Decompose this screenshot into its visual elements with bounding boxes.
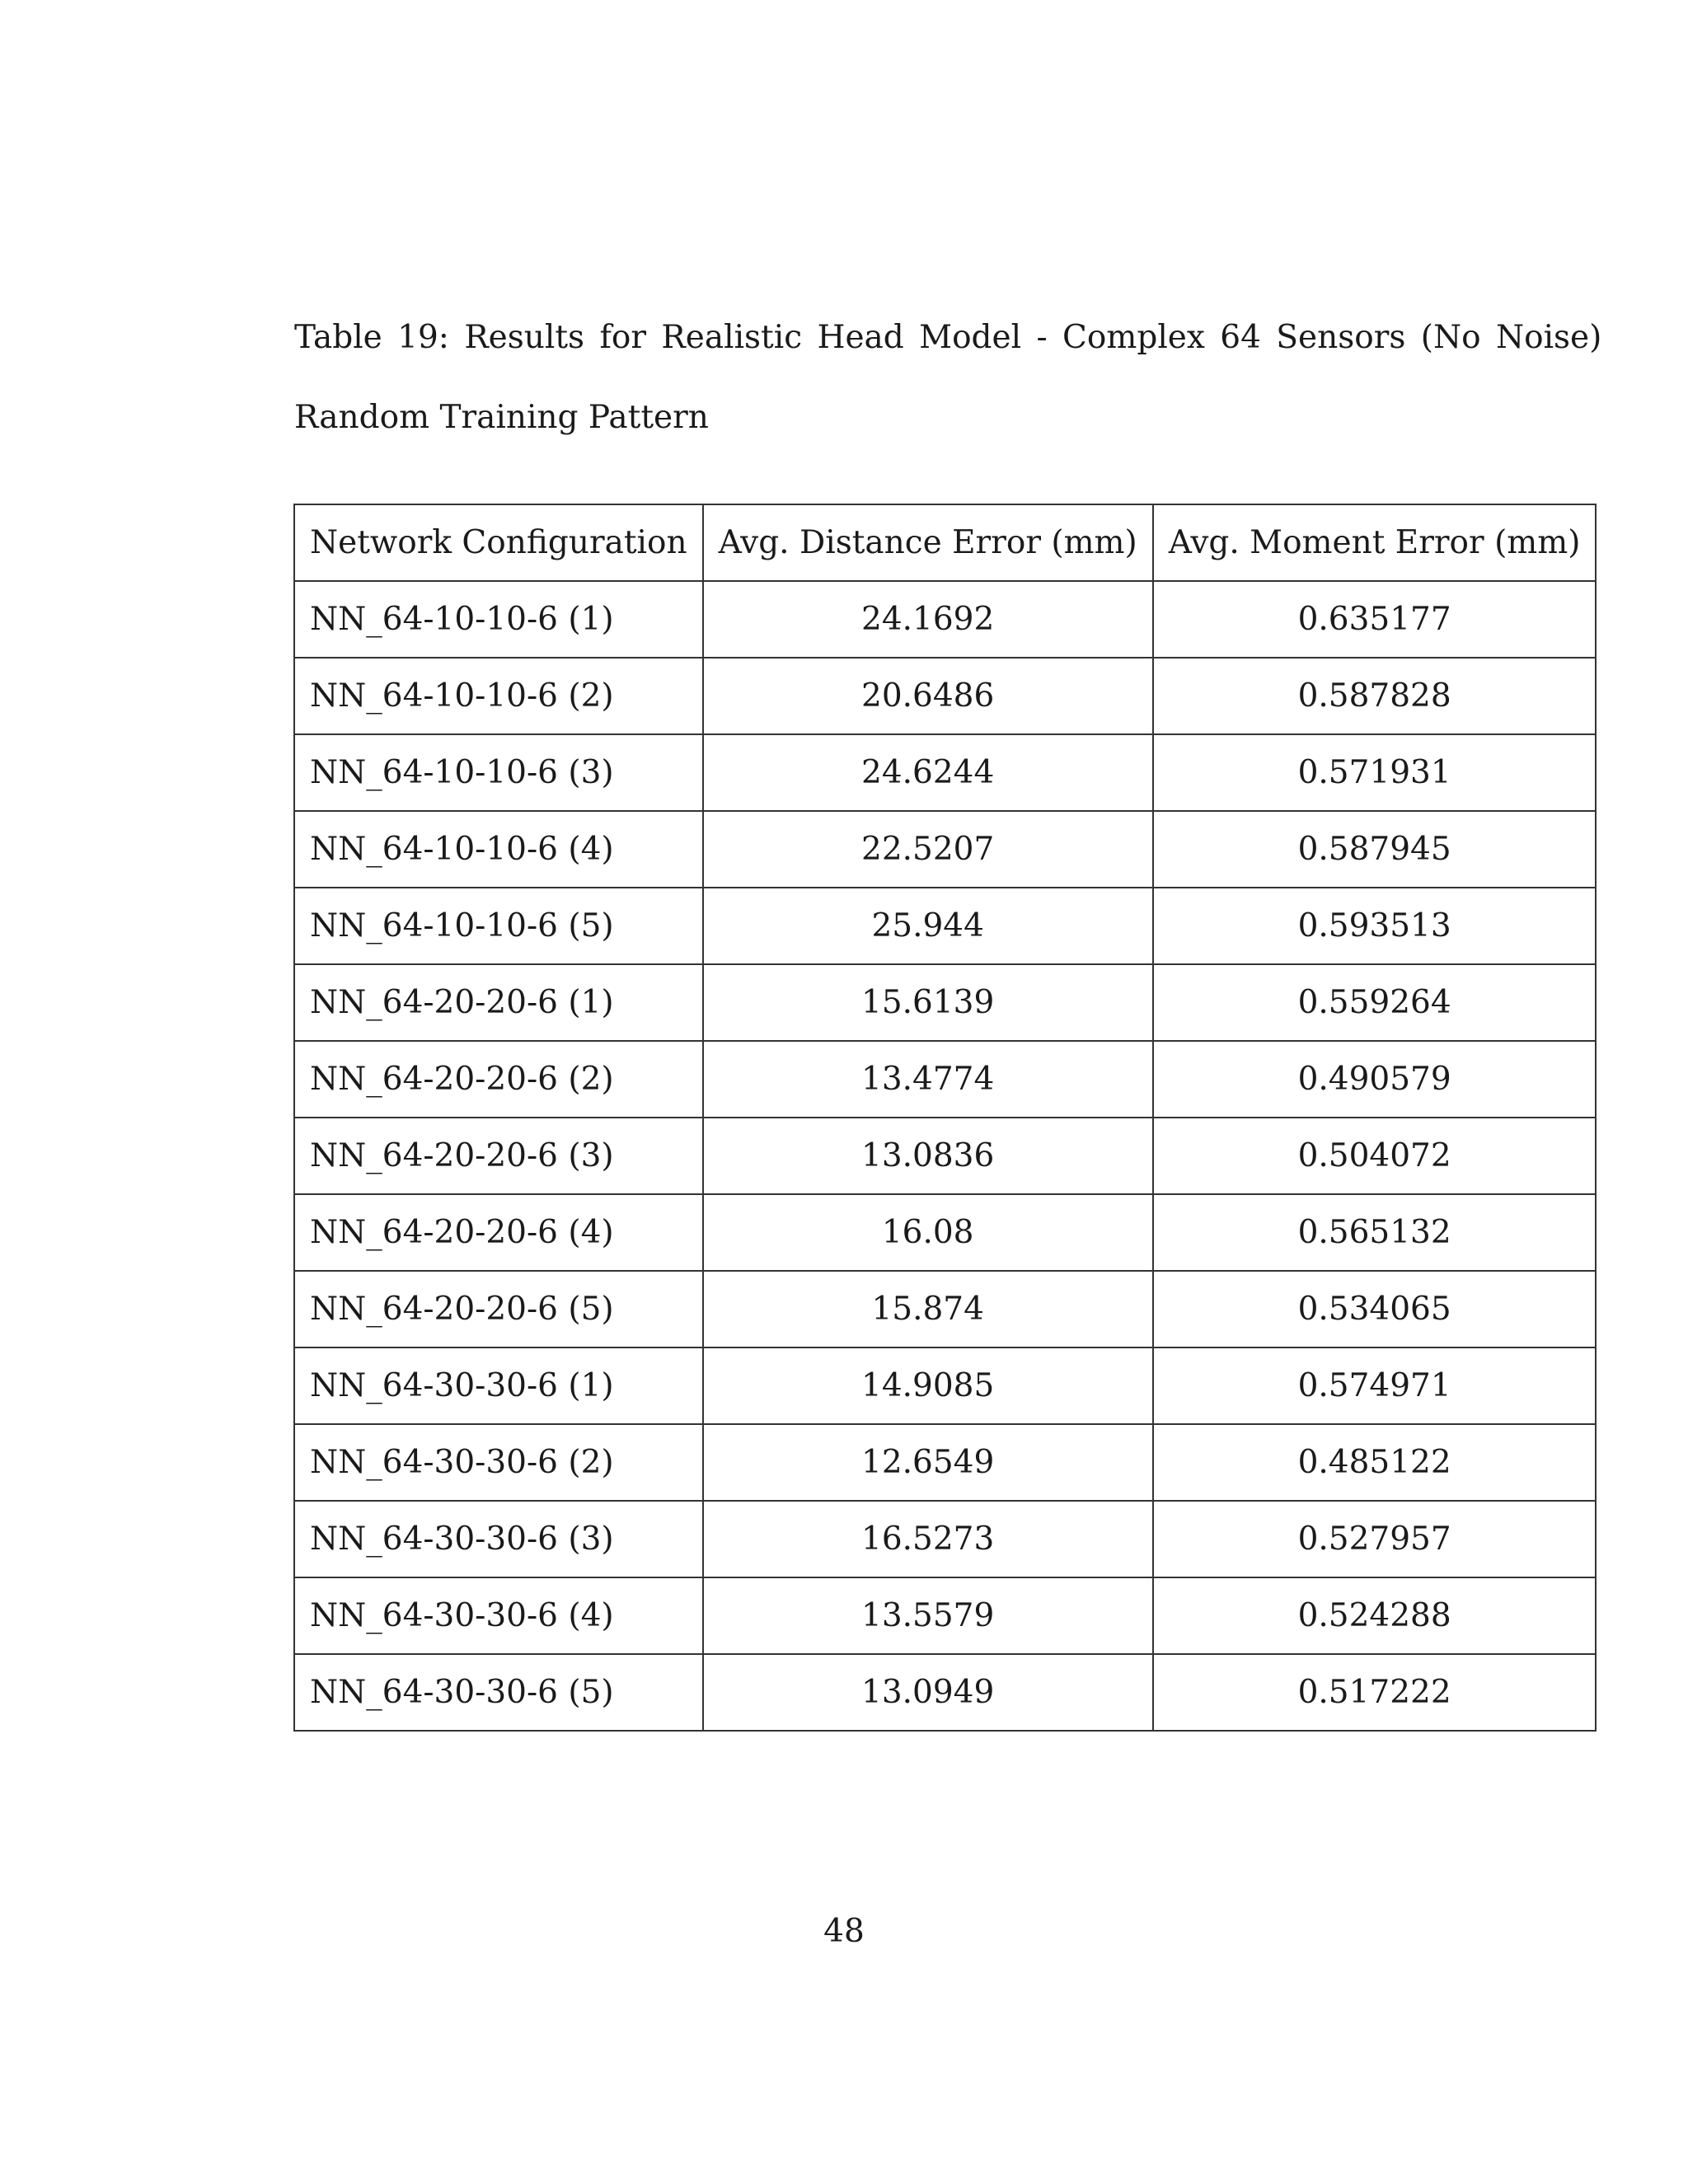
cell-avg-distance-error: 13.0949: [703, 1654, 1153, 1731]
cell-avg-distance-error: 13.5579: [703, 1577, 1153, 1654]
cell-avg-distance-error: 13.4774: [703, 1041, 1153, 1118]
cell-network-configuration: NN_64-20-20-6 (4): [294, 1194, 703, 1271]
table-row: [294, 581, 1596, 658]
cell-network-configuration: NN_64-20-20-6 (2): [294, 1041, 703, 1118]
cell-avg-moment-error: 0.517222: [1153, 1654, 1597, 1731]
cell-avg-moment-error: 0.574971: [1153, 1347, 1597, 1424]
cell-network-configuration: NN_64-30-30-6 (1): [294, 1347, 703, 1424]
cell-network-configuration: NN_64-30-30-6 (3): [294, 1501, 703, 1577]
cell-avg-distance-error: 22.5207: [703, 811, 1153, 888]
cell-avg-distance-error: 24.6244: [703, 734, 1153, 811]
cell-avg-moment-error: 0.485122: [1153, 1424, 1597, 1501]
cell-network-configuration: NN_64-10-10-6 (3): [294, 734, 703, 811]
cell-avg-distance-error: 15.874: [703, 1271, 1153, 1347]
cell-network-configuration: NN_64-10-10-6 (2): [294, 658, 703, 734]
cell-avg-moment-error: 0.587828: [1153, 658, 1597, 734]
cell-avg-moment-error: 0.571931: [1153, 734, 1597, 811]
cell-avg-moment-error: 0.587945: [1153, 811, 1597, 888]
cell-avg-distance-error: 20.6486: [703, 658, 1153, 734]
cell-avg-distance-error: 14.9085: [703, 1347, 1153, 1424]
cell-avg-distance-error: 16.5273: [703, 1501, 1153, 1577]
cell-network-configuration: NN_64-30-30-6 (4): [294, 1577, 703, 1654]
column-header-network-configuration: Network Configuration: [294, 504, 703, 581]
table-row: [294, 1424, 1596, 1501]
cell-network-configuration: NN_64-20-20-6 (3): [294, 1118, 703, 1194]
table-row: [294, 1347, 1596, 1424]
table-row: [294, 658, 1596, 734]
cell-avg-moment-error: 0.490579: [1153, 1041, 1597, 1118]
cell-network-configuration: NN_64-30-30-6 (2): [294, 1424, 703, 1501]
table-row: [294, 811, 1596, 888]
cell-avg-moment-error: 0.559264: [1153, 964, 1597, 1041]
results-table: [293, 504, 1597, 1732]
cell-avg-moment-error: 0.565132: [1153, 1194, 1597, 1271]
cell-network-configuration: NN_64-20-20-6 (1): [294, 964, 703, 1041]
page-number: 48: [823, 1913, 865, 1950]
cell-network-configuration: NN_64-20-20-6 (5): [294, 1271, 703, 1347]
table-header-row: [294, 504, 1596, 581]
cell-avg-distance-error: 16.08: [703, 1194, 1153, 1271]
table-caption: Table 19: Results for Realistic Head Model - Complex 64 Sensors (No Noise): [294, 319, 1602, 356]
table-row: [294, 964, 1596, 1041]
cell-avg-moment-error: 0.504072: [1153, 1118, 1597, 1194]
column-header-avg-moment-error: Avg. Moment Error (mm): [1153, 504, 1597, 581]
cell-avg-moment-error: 0.534065: [1153, 1271, 1597, 1347]
cell-network-configuration: NN_64-30-30-6 (5): [294, 1654, 703, 1731]
cell-avg-distance-error: 13.0836: [703, 1118, 1153, 1194]
cell-avg-distance-error: 24.1692: [703, 581, 1153, 658]
cell-avg-moment-error: 0.527957: [1153, 1501, 1597, 1577]
cell-avg-moment-error: 0.635177: [1153, 581, 1597, 658]
table-row: [294, 1501, 1596, 1577]
cell-network-configuration: NN_64-10-10-6 (4): [294, 811, 703, 888]
table-row: [294, 734, 1596, 811]
cell-avg-moment-error: 0.524288: [1153, 1577, 1597, 1654]
table-row: [294, 1194, 1596, 1271]
table-row: [294, 1577, 1596, 1654]
table-row: [294, 1118, 1596, 1194]
table-row: [294, 888, 1596, 964]
table-body: [294, 581, 1596, 1731]
cell-avg-distance-error: 25.944: [703, 888, 1153, 964]
column-header-avg-distance-error: Avg. Distance Error (mm): [703, 504, 1153, 581]
cell-avg-distance-error: 15.6139: [703, 964, 1153, 1041]
table-subcaption: Random Training Pattern: [294, 399, 709, 436]
cell-network-configuration: NN_64-10-10-6 (1): [294, 581, 703, 658]
table-row: [294, 1041, 1596, 1118]
table-row: [294, 1271, 1596, 1347]
cell-network-configuration: NN_64-10-10-6 (5): [294, 888, 703, 964]
table-row: [294, 1654, 1596, 1731]
cell-avg-distance-error: 12.6549: [703, 1424, 1153, 1501]
cell-avg-moment-error: 0.593513: [1153, 888, 1597, 964]
